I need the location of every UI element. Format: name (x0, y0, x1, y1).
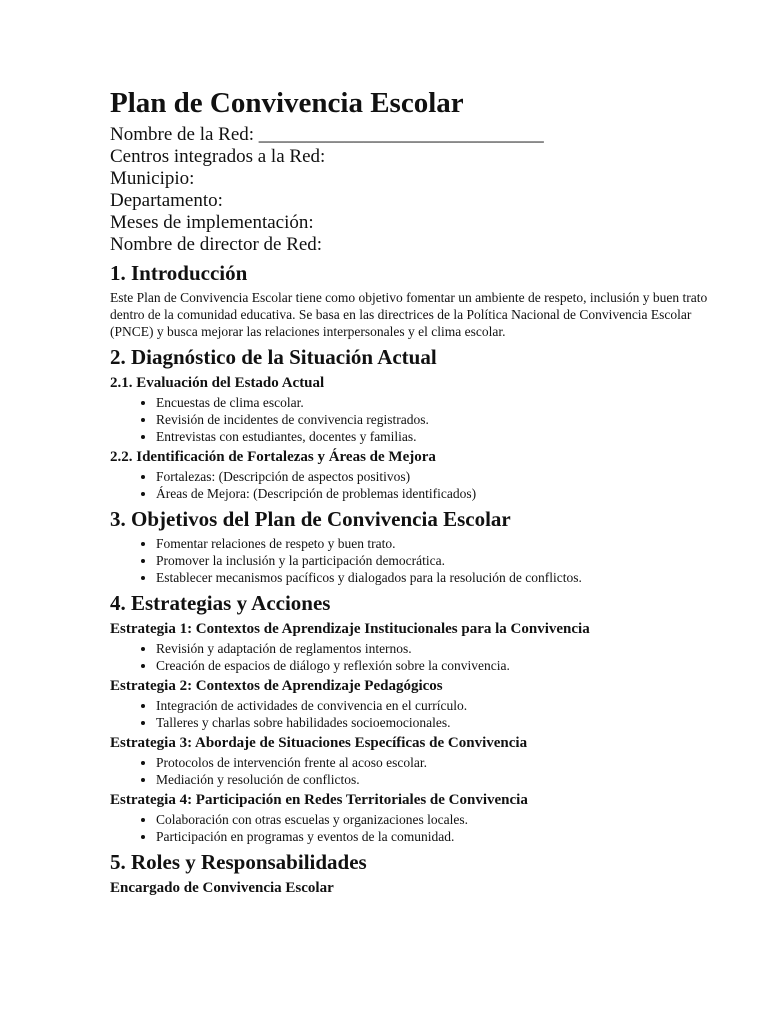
subsection-heading-strengths: 2.2. Identificación de Fortalezas y Áreas de Mejora (110, 449, 436, 465)
field-centers: Centros integrados a la Red: (110, 146, 326, 167)
list-item: • Fomentar relaciones de respeto y buen trato. (156, 535, 708, 552)
strategy-3-list (110, 754, 708, 788)
list-item: • Creación de espacios de diálogo y reflexión sobre la convivencia. (156, 657, 708, 674)
list-item: • Revisión de incidentes de convivencia registrados. (156, 411, 708, 428)
list-item: • Protocolos de intervención frente al acoso escolar. (156, 754, 708, 771)
subsection-heading-coordinator: Encargado de Convivencia Escolar (110, 880, 334, 896)
strategy-1-list (110, 640, 708, 674)
objectives-list (110, 535, 708, 586)
list-item: • Revisión y adaptación de reglamentos internos. (156, 640, 708, 657)
introduction-paragraph: Este Plan de Convivencia Escolar tiene como objetivo fomentar un ambiente de respeto, inclusión y buen trato dentro de la comunidad educativa. Se basa en las directrices de la Política Nacional de Convivencia Escolar (PNCE) y busca mejorar las relaciones interpersonales y el clima escolar. (110, 290, 708, 339)
list-item: • Mediación y resolución de conflictos. (156, 771, 708, 788)
strategy-heading-1: Estrategia 1: Contextos de Aprendizaje Institucionales para la Convivencia (110, 621, 590, 637)
strategy-2-list (110, 697, 708, 731)
field-department: Departamento: (110, 190, 223, 211)
strategy-heading-3: Estrategia 3: Abordaje de Situaciones Específicas de Convivencia (110, 735, 528, 751)
list-item: • Participación en programas y eventos de la comunidad. (156, 828, 708, 845)
section-heading-roles: 5. Roles y Responsabilidades (110, 850, 367, 874)
section-heading-strategies: 4. Estrategias y Acciones (110, 591, 331, 615)
list-item: • Colaboración con otras escuelas y organizaciones locales. (156, 811, 708, 828)
evaluation-list (110, 394, 708, 445)
section-heading-introduction: 1. Introducción (110, 261, 248, 285)
list-item: • Fortalezas: (Descripción de aspectos positivos) (156, 468, 708, 485)
document-title: Plan de Convivencia Escolar (110, 87, 464, 119)
list-item: • Talleres y charlas sobre habilidades socioemocionales. (156, 714, 708, 731)
section-heading-diagnosis: 2. Diagnóstico de la Situación Actual (110, 345, 437, 369)
list-item: • Entrevistas con estudiantes, docentes y familias. (156, 428, 708, 445)
list-item: • Promover la inclusión y la participación democrática. (156, 552, 708, 569)
header-fields (110, 124, 708, 256)
section-heading-objectives: 3. Objetivos del Plan de Convivencia Escolar (110, 507, 511, 531)
field-months: Meses de implementación: (110, 212, 314, 233)
list-item: • Encuestas de clima escolar. (156, 394, 708, 411)
subsection-heading-evaluation: 2.1. Evaluación del Estado Actual (110, 375, 325, 391)
strategy-heading-2: Estrategia 2: Contextos de Aprendizaje Pedagógicos (110, 678, 443, 694)
list-item: • Áreas de Mejora: (Descripción de problemas identificados) (156, 485, 708, 502)
field-municipality: Municipio: (110, 168, 195, 189)
strategy-4-list (110, 811, 708, 845)
field-network-name: Nombre de la Red: ______________________________ (110, 124, 544, 145)
list-item: • Integración de actividades de convivencia en el currículo. (156, 697, 708, 714)
list-item: • Establecer mecanismos pacíficos y dialogados para la resolución de conflictos. (156, 569, 708, 586)
strategy-heading-4: Estrategia 4: Participación en Redes Territoriales de Convivencia (110, 792, 528, 808)
field-director: Nombre de director de Red: (110, 234, 323, 255)
strengths-list (110, 468, 708, 502)
